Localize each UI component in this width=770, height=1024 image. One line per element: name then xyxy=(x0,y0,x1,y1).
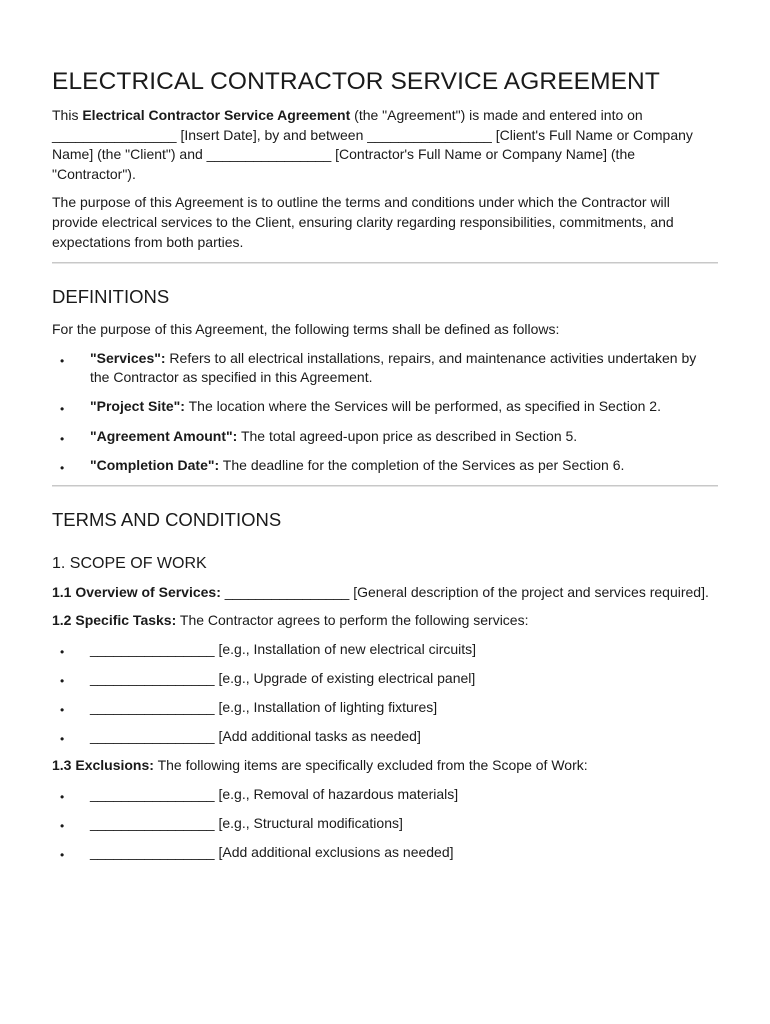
task-item xyxy=(52,669,718,689)
definitions-heading: DEFINITIONS xyxy=(52,286,170,308)
definition-text: The deadline for the completion of the Services as per Section 6. xyxy=(219,456,625,473)
bullet-icon: • xyxy=(60,848,65,863)
tasks-list xyxy=(52,640,718,747)
terms-heading: TERMS AND CONDITIONS xyxy=(52,508,282,530)
bullet-icon: • xyxy=(60,460,65,475)
definition-text: Refers to all electrical installations, repairs, and maintenance activities undertaken by the Contractor as specified in this Agreement. xyxy=(90,349,697,386)
task-text: ________________ [Add additional tasks as needed] xyxy=(90,728,421,745)
definition-item-agreement-amount xyxy=(52,427,718,447)
definition-term: "Project Site": xyxy=(90,398,185,415)
overview-label: 1.1 Overview of Services: xyxy=(52,583,221,600)
definition-item-services xyxy=(52,349,718,388)
exclusions-list xyxy=(52,785,718,863)
definitions-list xyxy=(52,349,718,475)
scope-heading: 1. SCOPE OF WORK xyxy=(52,554,207,572)
tasks-paragraph xyxy=(52,611,718,631)
tasks-text: The Contractor agrees to perform the following services: xyxy=(176,612,529,629)
definition-text: The location where the Services will be performed, as specified in Section 2. xyxy=(184,398,661,415)
bullet-icon: • xyxy=(60,353,65,368)
purpose-paragraph: The purpose of this Agreement is to outline the terms and conditions under which the Contractor will provide electrical services to the Client, ensuring clarity regarding responsibilities, commitments, and expectations from both parties. xyxy=(52,194,674,250)
section-divider xyxy=(52,262,718,264)
exclusions-label: 1.3 Exclusions: xyxy=(52,757,154,774)
task-item xyxy=(52,727,718,747)
exclusion-item xyxy=(52,843,718,863)
task-item xyxy=(52,640,718,660)
intro-rest: (the "Agreement") is made and entered into on ________________ [Insert Date], by and between ________________ [Client's Full Name or Company Name] (the "Client") and ________________ [Contractor's Full Name or Company Name] (the "Contractor"). xyxy=(52,107,693,182)
intro-agreement-name: Electrical Contractor Service Agreement xyxy=(82,107,351,123)
definitions-lead: For the purpose of this Agreement, the following terms shall be defined as follows: xyxy=(52,321,560,338)
task-text: ________________ [e.g., Installation of lighting fixtures] xyxy=(90,699,438,716)
bullet-icon: • xyxy=(60,644,65,659)
intro-paragraph xyxy=(52,106,718,184)
exclusion-text: ________________ [e.g., Structural modifications] xyxy=(90,814,403,831)
bullet-icon: • xyxy=(60,732,65,747)
definition-item-completion-date xyxy=(52,456,718,476)
bullet-icon: • xyxy=(60,789,65,804)
bullet-icon: • xyxy=(60,402,65,417)
bullet-icon: • xyxy=(60,674,65,688)
bullet-icon: • xyxy=(60,431,65,446)
task-text: ________________ [e.g., Upgrade of existing electrical panel] xyxy=(90,670,476,686)
task-text: ________________ [e.g., Installation of new electrical circuits] xyxy=(90,640,477,657)
exclusion-item xyxy=(52,814,718,834)
definition-term: "Agreement Amount": xyxy=(90,427,238,444)
bullet-icon: • xyxy=(60,703,65,718)
overview-paragraph xyxy=(52,583,718,603)
definition-item-project-site xyxy=(52,397,718,417)
exclusion-text: ________________ [Add additional exclusions as needed] xyxy=(90,844,454,861)
definition-term: "Completion Date": xyxy=(90,456,220,473)
definition-term: "Services": xyxy=(90,349,166,366)
tasks-label: 1.2 Specific Tasks: xyxy=(52,612,177,629)
exclusions-text: The following items are specifically excluded from the Scope of Work: xyxy=(153,757,588,774)
task-item xyxy=(52,698,718,718)
exclusion-text: ________________ [e.g., Removal of hazardous materials] xyxy=(90,785,459,802)
overview-text: ________________ [General description of the project and services required]. xyxy=(220,583,709,600)
exclusion-item xyxy=(52,785,718,805)
bullet-icon: • xyxy=(60,818,65,833)
document-title: ELECTRICAL CONTRACTOR SERVICE AGREEMENT xyxy=(52,68,660,95)
exclusions-paragraph xyxy=(52,756,718,776)
section-divider xyxy=(52,485,718,487)
definition-text: The total agreed-upon price as described in Section 5. xyxy=(237,427,578,444)
intro-prefix: This xyxy=(52,107,83,123)
